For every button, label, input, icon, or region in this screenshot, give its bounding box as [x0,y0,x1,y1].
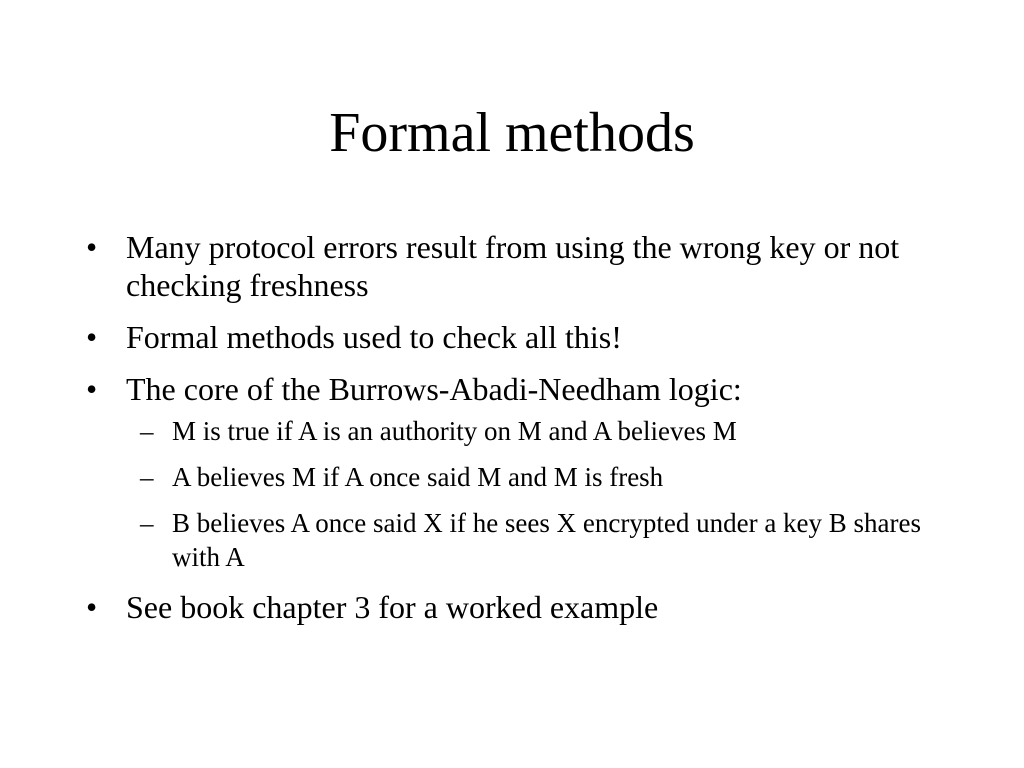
sub-bullet-list [126,414,956,574]
bullet-marker: • [86,229,98,265]
sub-bullet-marker: – [140,508,154,538]
bullet-text: Formal methods used to check all this! [126,319,622,355]
bullet-list [86,228,956,640]
sub-bullet-text: M is true if A is an authority on M and A believes M [172,416,737,446]
slide-title: Formal methods [329,102,695,164]
sub-bullet-item [126,414,956,448]
bullet-item [86,318,956,356]
bullet-text: Many protocol errors result from using the wrong key or not checking freshness [126,229,900,303]
sub-bullet-item [126,506,956,574]
bullet-item [86,588,956,626]
sub-bullet-text: A believes M if A once said M and M is fresh [172,462,664,492]
bullet-item [86,370,956,574]
bullet-marker: • [86,589,98,625]
bullet-text: The core of the Burrows-Abadi-Needham logic: [126,371,742,407]
bullet-text: See book chapter 3 for a worked example [126,589,659,625]
bullet-marker: • [86,371,98,407]
sub-bullet-marker: – [140,416,154,446]
sub-bullet-marker: – [140,462,154,492]
bullet-item [86,228,956,304]
bullet-marker: • [86,319,98,355]
sub-bullet-text: B believes A once said X if he sees X encrypted under a key B shares with A [172,508,922,572]
sub-bullet-item [126,460,956,494]
